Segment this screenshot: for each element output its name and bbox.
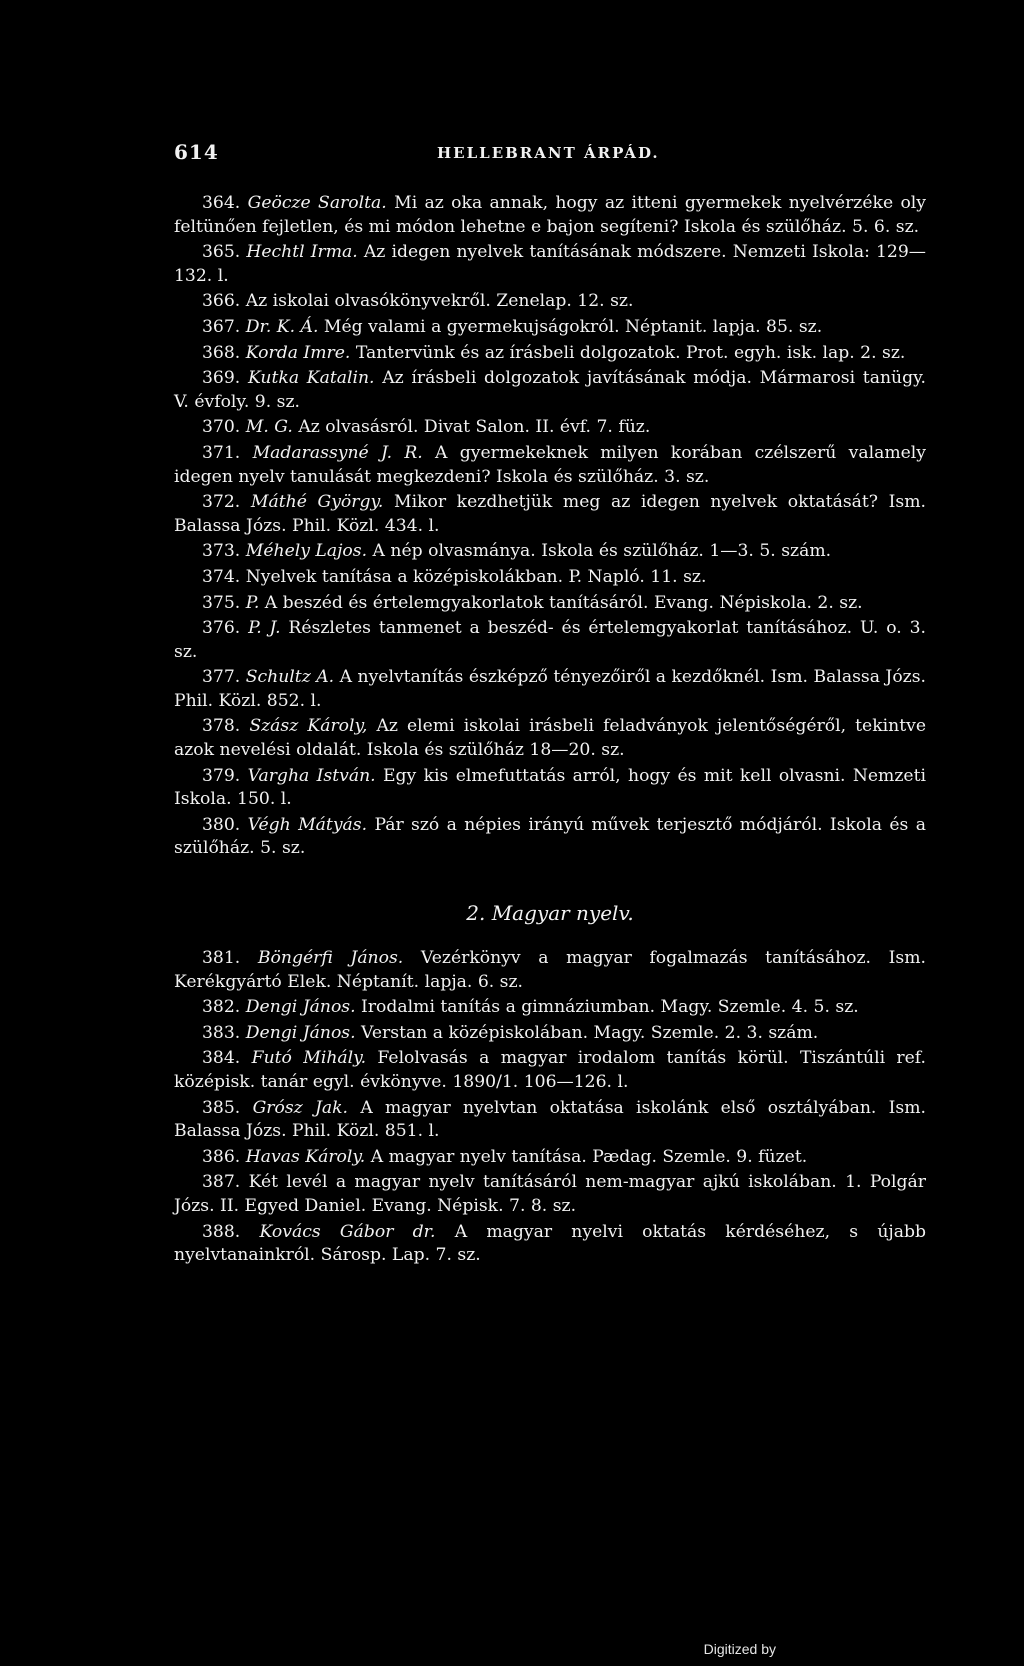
entry-number: 368. [202, 342, 241, 363]
entry-text: Az iskolai olvasókönyvekről. Zenelap. 12. sz. [245, 291, 634, 312]
entry-author: Korda Imre. [245, 342, 351, 363]
bibliography-entry [174, 715, 926, 762]
page-number: 614 [174, 140, 219, 164]
entry-author: Dengi János. [245, 1022, 356, 1043]
entry-text: A beszéd és értelemgyakorlatok tanításáról. Evang. Népiskola. 2. sz. [264, 592, 863, 613]
entry-text: Mikor kezdhetjük meg az idegen nyelvek oktatását? Ism. Balassa Józs. Phil. Közl. 434. l. [174, 492, 926, 536]
entry-author: Szász Károly, [249, 716, 368, 737]
entry-number: 372. [202, 492, 241, 513]
entry-text: Az olvasásról. Divat Salon. II. évf. 7. füz. [298, 417, 651, 438]
entry-text: Pár szó a népies irányú művek terjesztő módjáról. Iskola és a szülőház. 5. sz. [174, 814, 926, 859]
bibliography-entry [174, 416, 926, 440]
entry-number: 388. [202, 1221, 241, 1242]
entry-author: Máthé György. [250, 492, 384, 513]
bibliography-entry [174, 316, 926, 340]
entry-text: Tantervünk és az írásbeli dolgozatok. Prot. egyh. isk. lap. 2. sz. [355, 342, 906, 363]
entry-number: 385. [202, 1097, 241, 1118]
entry-number: 373. [202, 541, 241, 562]
entry-number: 386. [202, 1146, 241, 1167]
entry-author: P. [245, 592, 260, 613]
entry-text: Mi az oka annak, hogy az itteni gyermekek nyelvérzéke oly feltünően fejletlen, és mi módon lehetne e bajon segíteni? Iskola és szülőház. 5. 6. sz. [174, 193, 927, 237]
bibliography-entry [174, 1146, 926, 1170]
entry-author: Méhely Lajos. [245, 541, 368, 562]
entry-author: Végh Mátyás. [247, 814, 368, 835]
entry-author: Geöcze Sarolta. [247, 193, 387, 213]
bibliography-entry [174, 947, 926, 994]
entry-number: 382. [202, 997, 241, 1018]
entry-text: A gyermekeknek milyen korában czélszerű valamely idegen nyelv tanulását megkezdeni? Iskola és szülőház. 3. sz. [174, 442, 926, 487]
bibliography-entry [174, 765, 926, 812]
entry-number: 378. [202, 716, 241, 737]
entry-number: 371. [202, 442, 241, 463]
entry-author: Grósz Jak. [252, 1097, 349, 1118]
bibliography-entry [174, 192, 926, 239]
entry-text: A nép olvasmánya. Iskola és szülőház. 1—3. 5. szám. [372, 541, 832, 562]
entry-number: 380. [202, 814, 241, 835]
digitized-by-watermark: Digitized by [703, 1641, 776, 1657]
bibliography-list-1 [174, 192, 926, 861]
entry-number: 376. [202, 618, 241, 639]
bibliography-entry [174, 996, 926, 1020]
entry-number: 387. [202, 1172, 241, 1193]
entry-text: Két levél a magyar nyelv tanításáról nem-magyar ajkú iskolában. 1. Polgár Józs. II. Egyed Daniel. Evang. Népisk. 7. 8. sz. [174, 1172, 926, 1216]
entry-text: Egy kis elmefuttatás arról, hogy és mit kell olvasni. Nemzeti Iskola. 150. l. [174, 765, 926, 810]
entry-author: Vargha István. [247, 765, 376, 786]
entry-number: 375. [202, 592, 241, 613]
entry-number: 377. [202, 667, 241, 688]
entry-number: 369. [202, 368, 241, 389]
entry-text: Nyelvek tanítása a középiskolákban. P. Napló. 11. sz. [245, 566, 707, 587]
bibliography-entry [174, 1047, 926, 1094]
entry-number: 367. [202, 316, 241, 337]
bibliography-entry [174, 241, 926, 288]
bibliography-entry [174, 566, 926, 590]
entry-author: Hechtl Irma. [246, 242, 358, 263]
entry-author: P. J. [248, 618, 281, 639]
entry-text: A nyelvtanítás észképző tényezőiről a kezdőknél. Ism. Balassa Józs. Phil. Közl. 852. l. [174, 667, 927, 711]
entry-text: Az elemi iskolai irásbeli feladványok jelentőségéről, tekintve azok nevelési oldalát. Iskola és szülőház 18—20. sz. [174, 716, 927, 761]
entry-author: Futó Mihály. [251, 1048, 367, 1069]
bibliography-entry [174, 290, 926, 314]
bibliography-entry [174, 491, 926, 538]
entry-author: Dengi János. [245, 997, 356, 1018]
entry-author: Dr. K. Á. [245, 316, 319, 337]
section-title: 2. Magyar nyelv. [466, 901, 634, 926]
bibliography-entry [174, 442, 926, 489]
entry-text: A magyar nyelvtan oktatása iskolánk első osztályában. Ism. Balassa Józs. Phil. Közl. 851. l. [174, 1097, 927, 1142]
book-page [174, 140, 926, 1270]
bibliography-list-2 [174, 947, 926, 1268]
entry-number: 381. [202, 948, 241, 969]
entry-text: Még valami a gyermekujságokról. Néptanit. lapja. 85. sz. [323, 316, 823, 337]
bibliography-entry [174, 666, 926, 713]
entry-text: Az írásbeli dolgozatok javításának módja. Mármarosi tanügy. V. évfoly. 9. sz. [174, 368, 926, 412]
entry-number: 379. [202, 765, 241, 786]
running-head: HELLEBRANT ÁRPÁD. [437, 144, 660, 162]
bibliography-entry [174, 1097, 926, 1144]
bibliography-entry [174, 540, 926, 564]
entry-number: 374. [202, 566, 241, 587]
entry-text: Az idegen nyelvek tanításának módszere. Nemzeti Iskola: 129—132. l. [174, 242, 926, 286]
bibliography-entry [174, 1221, 926, 1268]
entry-author: Kutka Katalin. [247, 368, 375, 389]
bibliography-entry [174, 342, 926, 366]
bibliography-entry [174, 814, 926, 861]
entry-number: 370. [202, 417, 241, 438]
entry-number: 365. [202, 242, 241, 263]
bibliography-entry [174, 367, 926, 414]
entry-author: Kovács Gábor dr. [259, 1221, 436, 1242]
entry-text: Vezérkönyv a magyar fogalmazás tanításához. Ism. Kerékgyártó Elek. Néptanít. lapja. 6. sz. [174, 948, 927, 992]
entry-number: 366. [202, 291, 241, 312]
entry-text: Részletes tanmenet a beszéd- és értelemgyakorlat tanításához. U. o. 3. sz. [174, 618, 926, 662]
entry-text: Irodalmi tanítás a gimnáziumban. Magy. Szemle. 4. 5. sz. [361, 997, 859, 1018]
entry-author: M. G. [245, 417, 293, 438]
bibliography-entry [174, 592, 926, 616]
entry-text: A magyar nyelvi oktatás kérdéséhez, s újabb nyelvtanainkról. Sárosp. Lap. 7. sz. [174, 1221, 926, 1266]
bibliography-entry [174, 1171, 926, 1218]
bibliography-entry [174, 1022, 926, 1046]
entry-number: 384. [202, 1048, 241, 1069]
entry-author: Havas Károly. [245, 1146, 366, 1167]
bibliography-entry [174, 617, 926, 664]
entry-author: Böngérfi János. [257, 948, 404, 969]
entry-text: A magyar nyelv tanítása. Pædag. Szemle. 9. füzet. [370, 1146, 808, 1167]
entry-text: Felolvasás a magyar irodalom tanítás körül. Tiszántúli ref. középisk. tanár egyl. évkönyve. 1890/1. 106—126. l. [174, 1048, 927, 1092]
page-header [174, 140, 926, 180]
entry-number: 364. [202, 193, 241, 213]
entry-text: Verstan a középiskolában. Magy. Szemle. 2. 3. szám. [361, 1022, 819, 1043]
entry-author: Schultz A. [245, 667, 335, 688]
entry-number: 383. [202, 1022, 241, 1043]
entry-author: Madarassyné J. R. [252, 442, 423, 463]
